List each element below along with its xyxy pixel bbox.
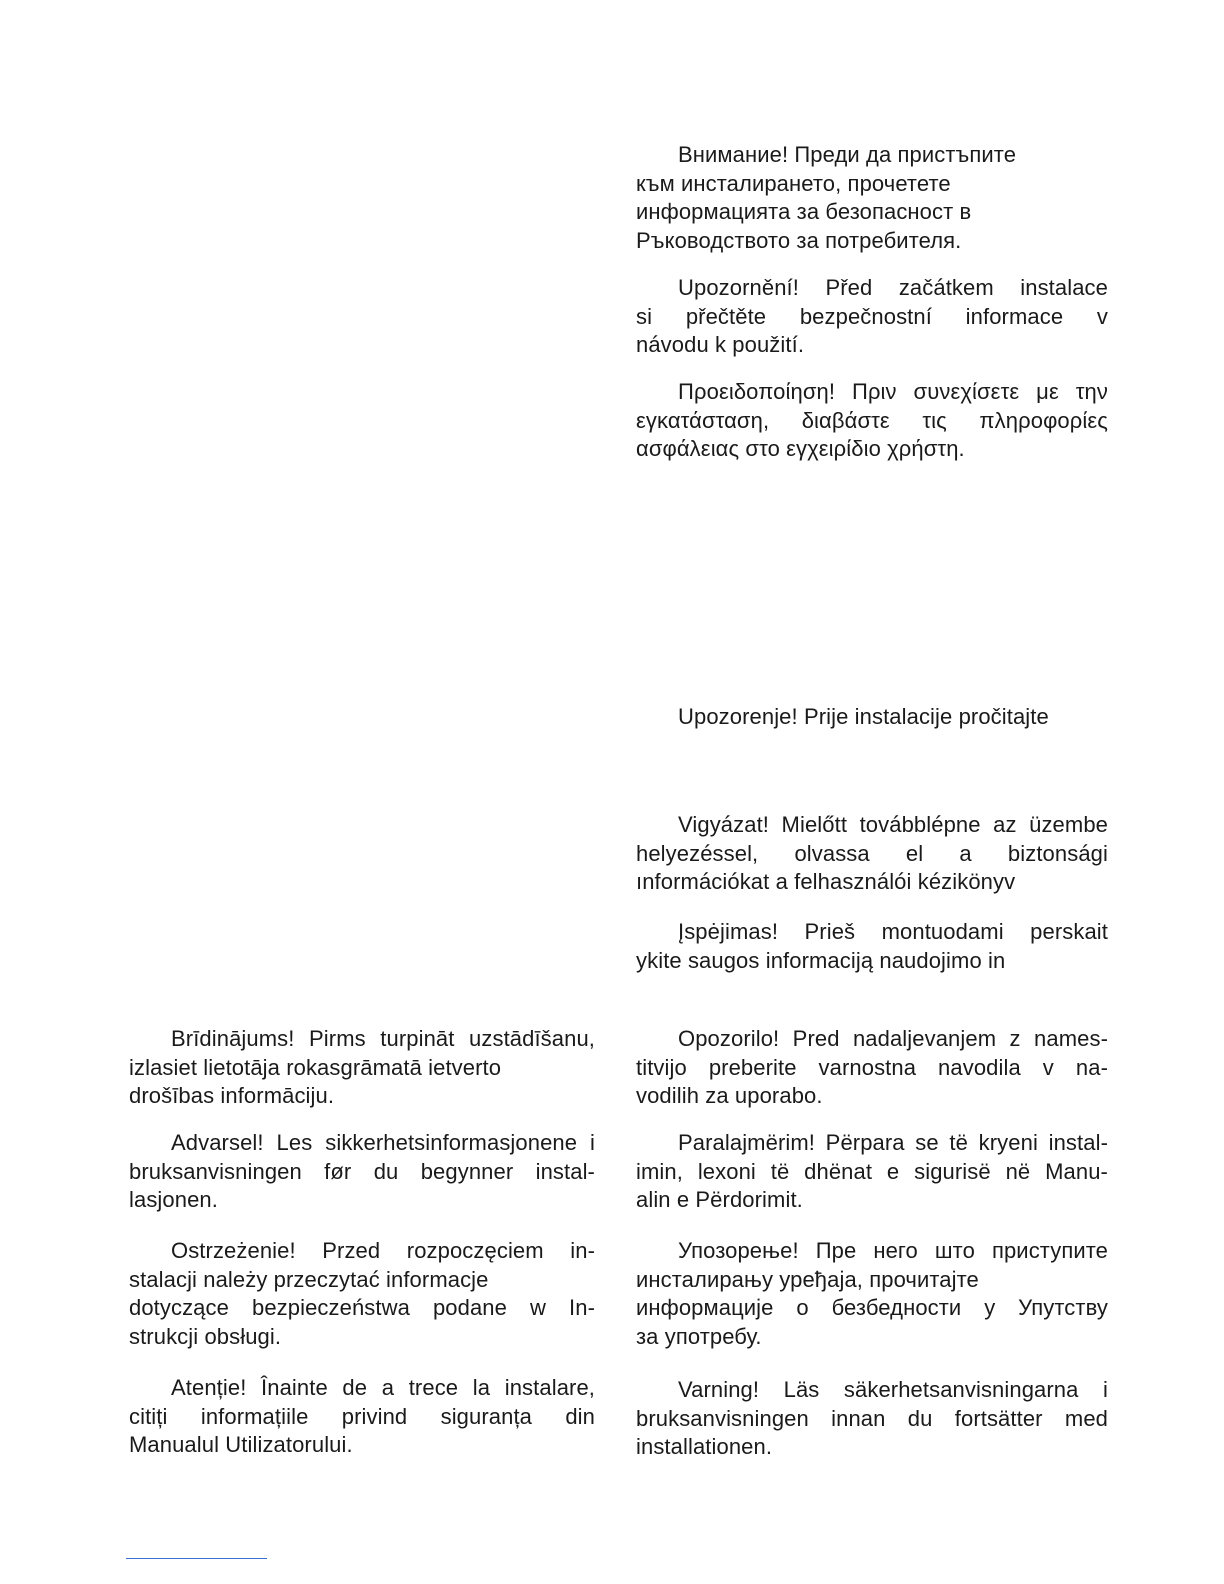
paragraph-line: ınformációkat a felhasználói kézikönyv — [636, 869, 1016, 894]
paragraph-line: Upozornění! Před začátkem instalace — [678, 275, 1108, 300]
paragraph-line: Opozorilo! Pred nadaljevanjem z names- — [678, 1026, 1108, 1051]
paragraph-line: si přečtěte bezpečnostní informace v — [636, 303, 1108, 329]
paragraph-line: Paralajmërim! Përpara se të kryeni instal- — [678, 1130, 1108, 1155]
paragraph-line: за употребу. — [636, 1323, 762, 1349]
paragraph-line: izlasiet lietotāja rokasgrāmatā ietverto — [129, 1054, 502, 1080]
warning-paragraph-hungarian — [636, 811, 1108, 897]
paragraph-line: lasjonen. — [129, 1187, 218, 1212]
paragraph-line: installationen. — [636, 1434, 773, 1459]
paragraph-line: Ръководството за потребителя. — [636, 227, 962, 253]
warning-paragraph-czech — [636, 274, 1108, 360]
warning-paragraph-croatian — [636, 703, 1108, 732]
warning-paragraph-bulgarian — [636, 141, 1108, 255]
paragraph-line: Προειδοποίηση! Πριν συνεχίσετε με την — [678, 379, 1108, 404]
paragraph-line: bruksanvisningen før du begynner instal- — [129, 1158, 595, 1184]
warning-paragraph-norwegian — [129, 1129, 595, 1215]
paragraph-line: Ostrzeżenie! Przed rozpoczęciem in- — [171, 1238, 595, 1263]
paragraph-line: dotyczące bezpieczeństwa podane w In- — [129, 1295, 595, 1320]
paragraph-line: návodu k použití. — [636, 332, 805, 357]
paragraph-line: drošības informāciju. — [129, 1083, 335, 1108]
paragraph-line: Advarsel! Les sikkerhetsinformasjonene i — [171, 1130, 595, 1155]
paragraph-line: Vigyázat! Mielőtt továbblépne az üzembe — [678, 812, 1108, 837]
paragraph-line: Упозорење! Пре него што приступите — [678, 1238, 1108, 1263]
paragraph-line: към инсталирането, прочетете — [636, 170, 951, 196]
warning-paragraph-greek — [636, 378, 1108, 464]
paragraph-line: ykite saugos informaciją naudojimo in — [636, 947, 1006, 973]
paragraph-line: инсталирању уређаја, прочитајте — [636, 1266, 979, 1292]
warning-paragraph-romanian — [129, 1374, 595, 1460]
paragraph-line: Įspėjimas! Prieš montuodami perskait — [678, 919, 1108, 944]
warning-paragraph-serbian — [636, 1237, 1108, 1351]
paragraph-line: Brīdinājums! Pirms turpināt uzstādīšanu, — [171, 1026, 595, 1051]
paragraph-line: imin, lexoni të dhënat e sigurisë në Manu- — [636, 1158, 1108, 1184]
paragraph-line: Varning! Läs säkerhetsanvisningarna i — [678, 1377, 1108, 1402]
paragraph-line: vodilih za uporabo. — [636, 1083, 823, 1108]
paragraph-line: alin e Përdorimit. — [636, 1187, 803, 1212]
paragraph-line: Внимание! Преди да пристъпите — [678, 142, 1017, 167]
paragraph-line: bruksanvisningen innan du fortsätter med — [636, 1405, 1108, 1431]
warning-paragraph-swedish — [636, 1376, 1108, 1462]
paragraph-line: citiți informațiile privind siguranța din — [129, 1403, 595, 1429]
warning-paragraph-albanian — [636, 1129, 1108, 1215]
warning-paragraph-slovenian — [636, 1025, 1108, 1111]
paragraph-line: Atenție! Înainte de a trece la instalare, — [171, 1375, 595, 1400]
paragraph-line: ασφάλειας στο εγχειρίδιο χρήστη. — [636, 436, 965, 461]
paragraph-line: stalacji należy przeczytać informacje — [129, 1266, 489, 1292]
footnote-divider — [126, 1558, 267, 1559]
paragraph-line: Upozorenje! Prije instalacije pročitajte — [678, 704, 1049, 729]
paragraph-line: информације о безбедности у Упутству — [636, 1295, 1108, 1320]
warning-paragraph-polish — [129, 1237, 595, 1351]
paragraph-line: titvijo preberite varnostna navodila v na- — [636, 1054, 1108, 1080]
paragraph-line: εγκατάσταση, διαβάστε τις πληροφορίες — [636, 407, 1108, 433]
warning-paragraph-lithuanian — [636, 918, 1108, 975]
paragraph-line: strukcji obsługi. — [129, 1323, 282, 1349]
warning-paragraph-latvian — [129, 1025, 595, 1111]
paragraph-line: информацията за безопасност в — [636, 199, 972, 224]
paragraph-line: Manualul Utilizatorului. — [129, 1432, 353, 1457]
paragraph-line: helyezéssel, olvassa el a biztonsági — [636, 840, 1108, 866]
